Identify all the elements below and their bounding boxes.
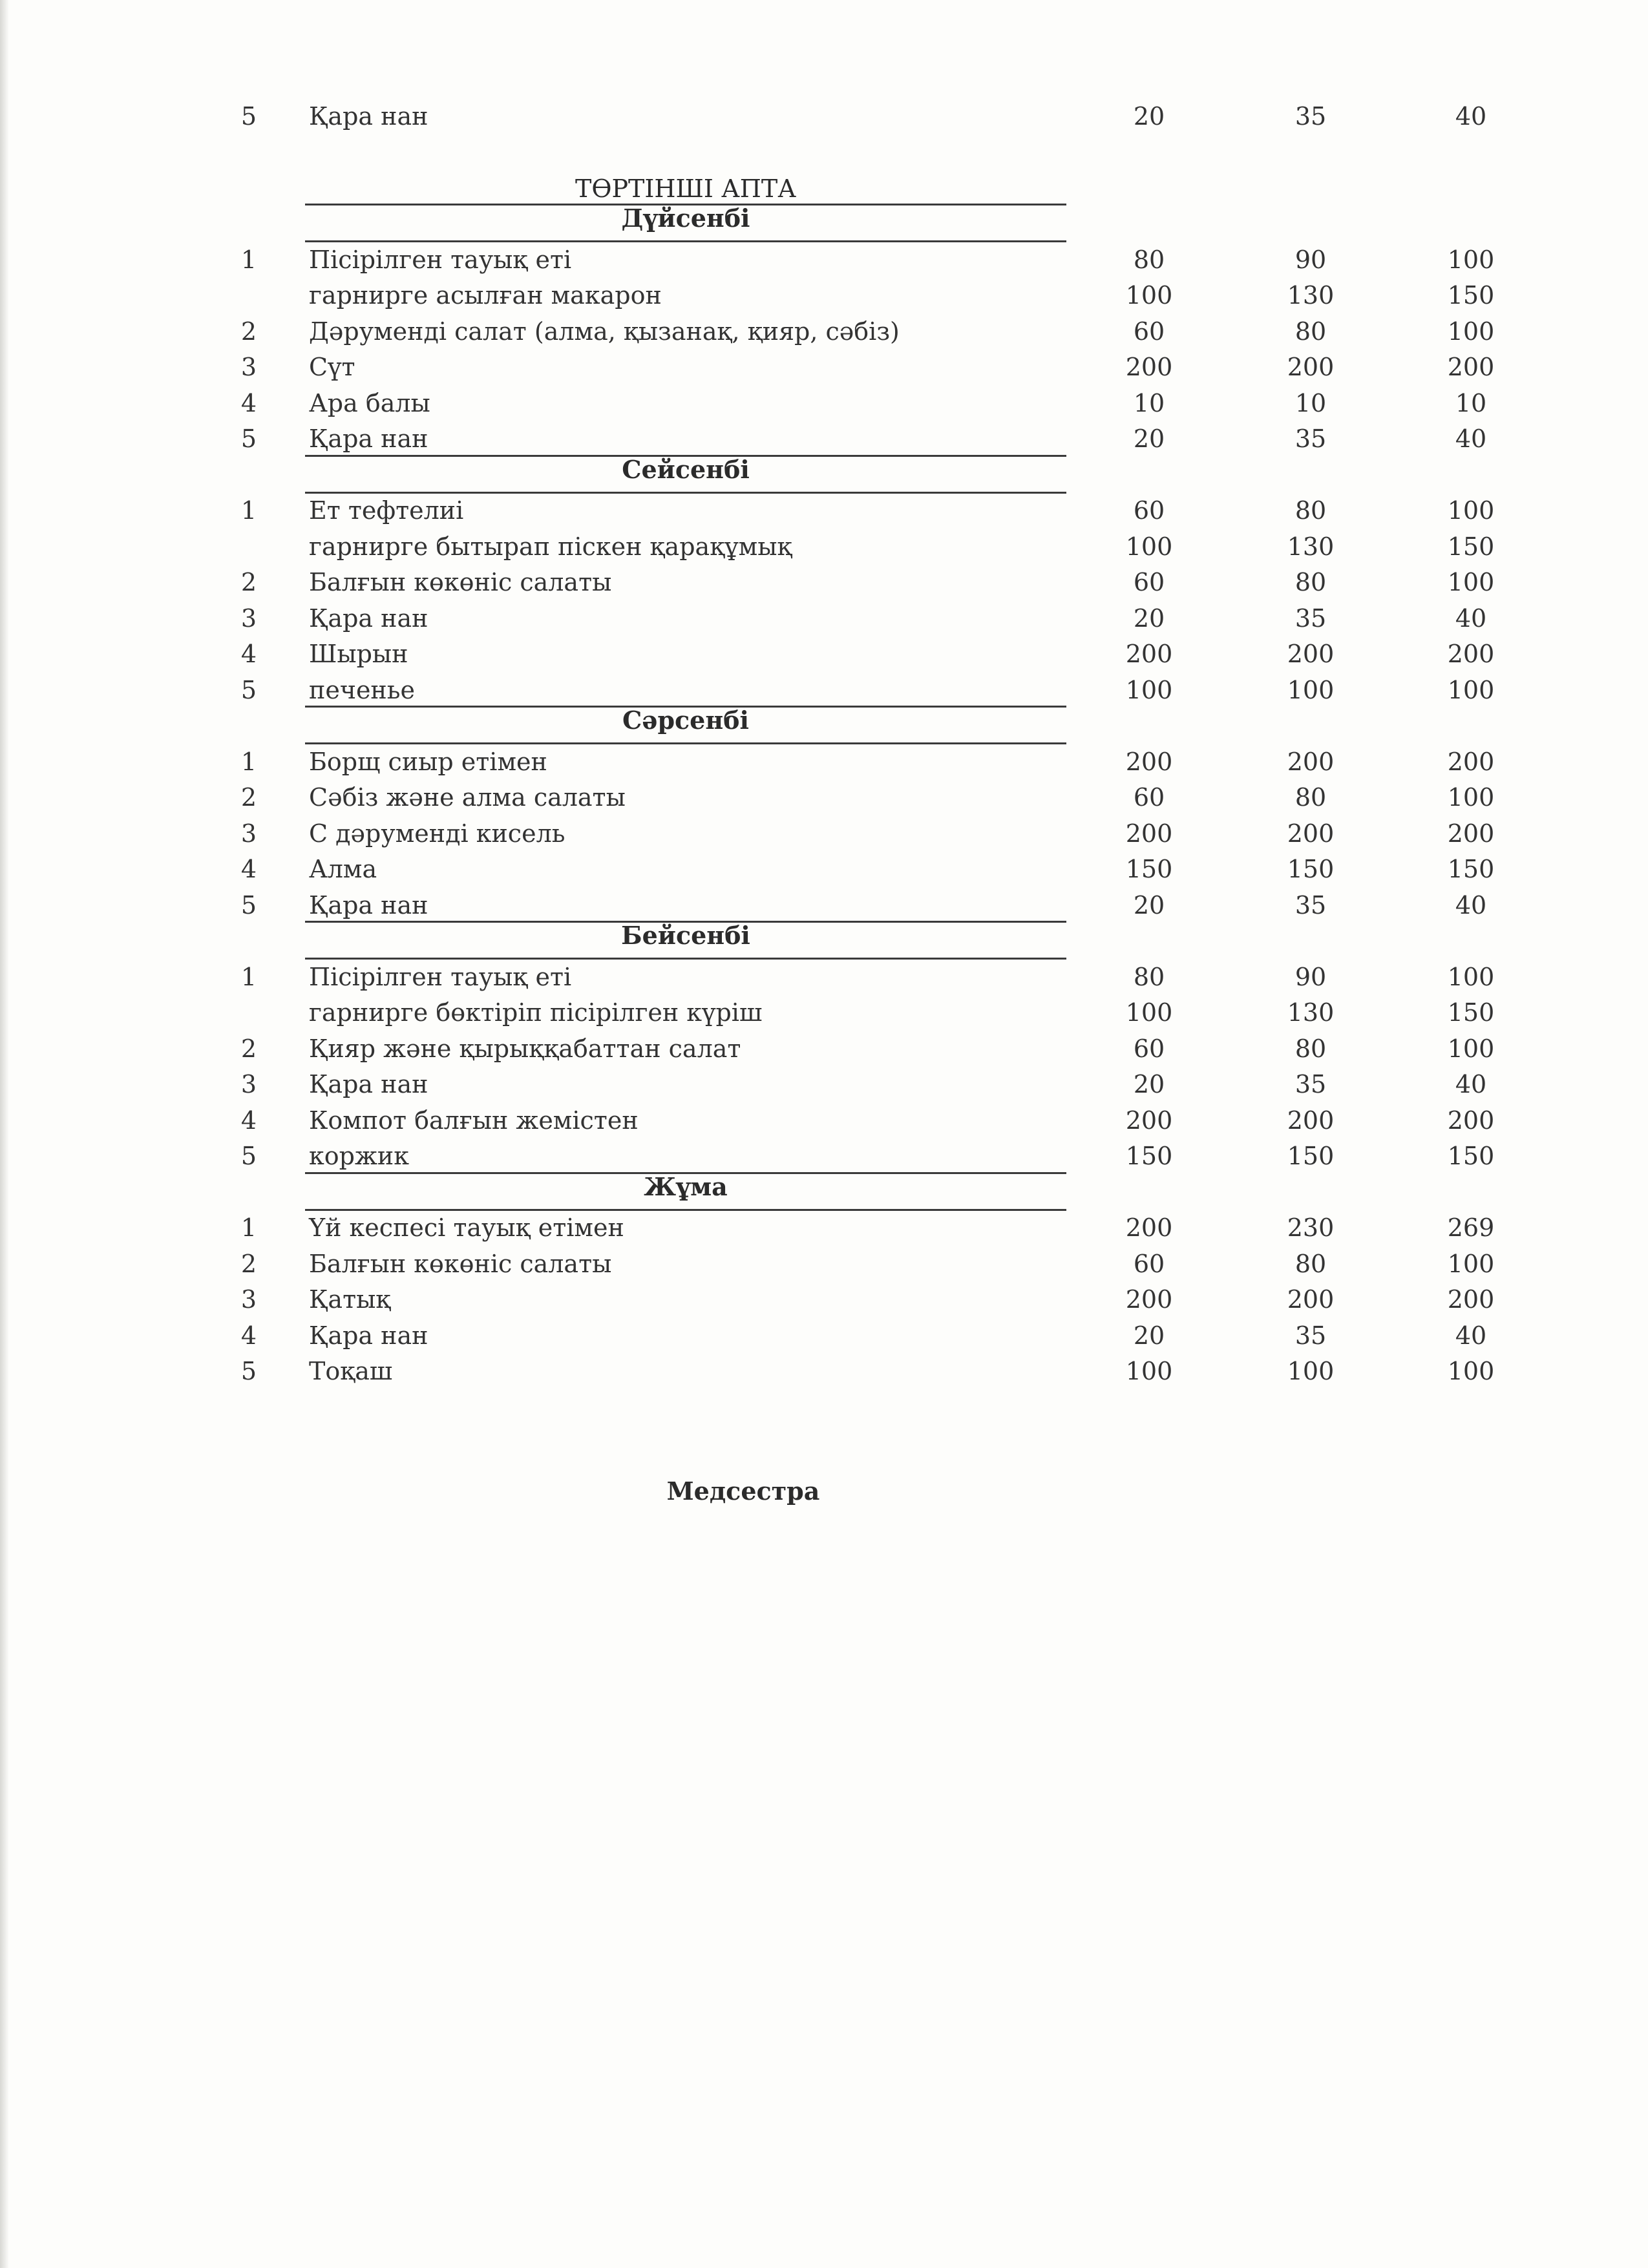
item-number: 1 <box>240 1213 257 1242</box>
portion-col-1: 200 <box>1125 353 1173 381</box>
item-name: Қара нан <box>309 102 428 131</box>
portion-col-1: 200 <box>1125 1285 1173 1314</box>
day-title: Сейсенбі <box>622 454 750 484</box>
portion-col-3: 200 <box>1447 747 1495 776</box>
portion-col-3: 200 <box>1447 819 1495 848</box>
portion-col-2: 200 <box>1287 819 1335 848</box>
menu-row <box>0 600 1648 636</box>
portion-col-3: 150 <box>1447 998 1495 1027</box>
item-number: 4 <box>240 640 257 668</box>
item-number: 3 <box>240 353 257 381</box>
menu-row <box>0 385 1648 421</box>
portion-col-1: 150 <box>1125 1142 1173 1170</box>
menu-row <box>0 744 1648 780</box>
portion-col-2: 100 <box>1287 675 1335 704</box>
item-number: 3 <box>240 604 257 633</box>
portion-col-2: 35 <box>1294 425 1327 453</box>
item-name: Қатық <box>309 1285 391 1314</box>
portion-col-1: 60 <box>1133 317 1165 346</box>
portion-col-1: 80 <box>1133 245 1165 274</box>
portion-col-1: 20 <box>1133 1321 1165 1350</box>
portion-col-2: 80 <box>1294 1249 1327 1278</box>
portion-col-3: 100 <box>1447 1034 1495 1063</box>
portion-col-3: 40 <box>1455 1321 1487 1350</box>
item-name: гарнирге бөктіріп пісірілген күріш <box>309 998 763 1027</box>
item-number: 2 <box>240 1034 257 1063</box>
item-name: Қара нан <box>309 425 428 453</box>
item-number: 1 <box>240 747 257 776</box>
portion-col-3: 40 <box>1455 890 1487 919</box>
portion-col-3: 150 <box>1447 532 1495 561</box>
portion-col-1: 60 <box>1133 1034 1165 1063</box>
item-name: Пісірілген тауық еті <box>309 962 572 991</box>
portion-col-3: 150 <box>1447 281 1495 310</box>
day-title: Дүйсенбі <box>621 204 750 233</box>
portion-col-2: 80 <box>1294 1034 1327 1063</box>
item-name: Қара нан <box>309 1070 428 1098</box>
item-name: Қара нан <box>309 604 428 633</box>
item-number: 5 <box>240 890 257 919</box>
item-number: 4 <box>240 388 257 417</box>
portion-col-2: 35 <box>1294 1321 1327 1350</box>
portion-col-3: 100 <box>1447 962 1495 991</box>
menu-row <box>0 277 1648 313</box>
portion-col-3: 100 <box>1447 1249 1495 1278</box>
portion-col-1: 100 <box>1125 1357 1173 1385</box>
item-number: 2 <box>240 317 257 346</box>
portion-col-2: 200 <box>1287 353 1335 381</box>
item-number: 4 <box>240 1321 257 1350</box>
portion-col-1: 200 <box>1125 819 1173 848</box>
portion-col-3: 200 <box>1447 1285 1495 1314</box>
menu-row <box>0 492 1648 529</box>
portion-col-2: 90 <box>1294 962 1327 991</box>
menu-row <box>0 529 1648 565</box>
item-number: 2 <box>240 1249 257 1278</box>
item-name: Балғын көкөніс салаты <box>309 568 612 596</box>
portion-col-1: 20 <box>1133 890 1165 919</box>
portion-col-3: 40 <box>1455 1070 1487 1098</box>
portion-col-1: 200 <box>1125 640 1173 668</box>
portion-col-2: 130 <box>1287 532 1335 561</box>
item-name: Компот балғын жемістен <box>309 1106 639 1135</box>
portion-col-3: 40 <box>1455 604 1487 633</box>
item-name: Борщ сиыр етімен <box>309 747 547 776</box>
portion-col-1: 60 <box>1133 783 1165 812</box>
menu-row <box>0 1210 1648 1246</box>
portion-col-2: 200 <box>1287 640 1335 668</box>
menu-row <box>0 851 1648 887</box>
portion-col-3: 200 <box>1447 353 1495 381</box>
portion-col-1: 20 <box>1133 102 1165 131</box>
portion-col-3: 200 <box>1447 1106 1495 1135</box>
menu-row <box>0 1246 1648 1282</box>
portion-col-3: 100 <box>1447 783 1495 812</box>
portion-col-3: 10 <box>1455 388 1487 417</box>
portion-col-1: 20 <box>1133 1070 1165 1098</box>
menu-row <box>0 1353 1648 1389</box>
portion-col-1: 100 <box>1125 281 1173 310</box>
item-number: 5 <box>240 675 257 704</box>
portion-col-3: 100 <box>1447 1357 1495 1385</box>
item-name: гарнирге асылған макарон <box>309 281 662 310</box>
item-name: Үй кеспесі тауық етімен <box>309 1213 624 1242</box>
portion-col-2: 200 <box>1287 1106 1335 1135</box>
portion-col-1: 60 <box>1133 496 1165 525</box>
item-name: Балғын көкөніс салаты <box>309 1249 612 1278</box>
portion-col-1: 60 <box>1133 568 1165 596</box>
item-number: 1 <box>240 962 257 991</box>
portion-col-3: 100 <box>1447 675 1495 704</box>
portion-col-2: 80 <box>1294 317 1327 346</box>
item-number: 1 <box>240 496 257 525</box>
menu-row <box>0 349 1648 385</box>
item-name: Тоқаш <box>309 1357 393 1385</box>
menu-row <box>0 1031 1648 1067</box>
portion-col-1: 200 <box>1125 1213 1173 1242</box>
item-number: 4 <box>240 855 257 883</box>
item-number: 4 <box>240 1106 257 1135</box>
menu-row <box>0 636 1648 672</box>
portion-col-2: 130 <box>1287 281 1335 310</box>
portion-col-2: 130 <box>1287 998 1335 1027</box>
portion-col-2: 90 <box>1294 245 1327 274</box>
item-number: 3 <box>240 1285 257 1314</box>
item-number: 5 <box>240 102 257 131</box>
portion-col-2: 35 <box>1294 890 1327 919</box>
portion-col-1: 80 <box>1133 962 1165 991</box>
item-number: 2 <box>240 568 257 596</box>
item-name: Сәбіз және алма салаты <box>309 783 626 812</box>
item-number: 5 <box>240 1357 257 1385</box>
item-name: Ет тефтелиі <box>309 496 464 525</box>
day-title: Сәрсенбі <box>622 706 749 735</box>
item-number: 5 <box>240 425 257 453</box>
portion-col-3: 100 <box>1447 568 1495 596</box>
portion-col-2: 150 <box>1287 855 1335 883</box>
portion-col-3: 100 <box>1447 496 1495 525</box>
item-name: Қияр және қырыққабаттан салат <box>309 1034 741 1063</box>
item-name: гарнирге бытырап піскен қарақұмық <box>309 532 792 561</box>
portion-col-2: 200 <box>1287 747 1335 776</box>
item-number: 2 <box>240 783 257 812</box>
item-number: 1 <box>240 245 257 274</box>
portion-col-1: 150 <box>1125 855 1173 883</box>
item-name: С дәруменді кисель <box>309 819 565 848</box>
portion-col-2: 35 <box>1294 604 1327 633</box>
menu-row <box>0 959 1648 995</box>
item-number: 3 <box>240 819 257 848</box>
portion-col-2: 200 <box>1287 1285 1335 1314</box>
portion-col-1: 100 <box>1125 675 1173 704</box>
menu-row-previous-week <box>0 98 1648 134</box>
portion-col-2: 230 <box>1287 1213 1335 1242</box>
portion-col-1: 10 <box>1133 388 1165 417</box>
item-name: Ара балы <box>309 388 430 417</box>
item-name: Пісірілген тауық еті <box>309 245 572 274</box>
portion-col-1: 60 <box>1133 1249 1165 1278</box>
item-name: Дәруменді салат (алма, қызанақ, қияр, сәбіз) <box>309 317 900 346</box>
portion-col-2: 150 <box>1287 1142 1335 1170</box>
menu-row <box>0 1066 1648 1102</box>
portion-col-3: 150 <box>1447 1142 1495 1170</box>
portion-col-1: 100 <box>1125 532 1173 561</box>
item-name: Қара нан <box>309 1321 428 1350</box>
item-name: Алма <box>309 855 377 883</box>
portion-col-2: 80 <box>1294 496 1327 525</box>
item-name: коржик <box>309 1142 409 1170</box>
portion-col-3: 200 <box>1447 640 1495 668</box>
item-number: 3 <box>240 1070 257 1098</box>
menu-row <box>0 564 1648 600</box>
menu-row <box>0 994 1648 1031</box>
portion-col-1: 20 <box>1133 604 1165 633</box>
portion-col-1: 200 <box>1125 1106 1173 1135</box>
portion-col-3: 100 <box>1447 245 1495 274</box>
portion-col-3: 40 <box>1455 425 1487 453</box>
portion-col-3: 150 <box>1447 855 1495 883</box>
menu-row <box>0 779 1648 815</box>
portion-col-3: 100 <box>1447 317 1495 346</box>
portion-col-3: 269 <box>1447 1213 1495 1242</box>
portion-col-1: 100 <box>1125 998 1173 1027</box>
portion-col-2: 35 <box>1294 102 1327 131</box>
menu-row <box>0 1318 1648 1354</box>
item-name: Сүт <box>309 353 355 381</box>
portion-col-2: 35 <box>1294 1070 1327 1098</box>
portion-col-1: 200 <box>1125 747 1173 776</box>
portion-col-2: 10 <box>1294 388 1327 417</box>
portion-col-2: 100 <box>1287 1357 1335 1385</box>
menu-row <box>0 313 1648 350</box>
item-name: Қара нан <box>309 890 428 919</box>
portion-col-2: 80 <box>1294 568 1327 596</box>
day-title: Жұма <box>644 1171 728 1201</box>
menu-row <box>0 242 1648 278</box>
menu-row <box>0 1102 1648 1139</box>
portion-col-1: 20 <box>1133 425 1165 453</box>
item-name: Шырын <box>309 640 408 668</box>
signature-label: Медсестра <box>666 1476 820 1506</box>
portion-col-2: 80 <box>1294 783 1327 812</box>
day-title: Бейсенбі <box>621 921 750 950</box>
menu-row <box>0 1281 1648 1318</box>
portion-col-3: 40 <box>1455 102 1487 131</box>
item-number: 5 <box>240 1142 257 1170</box>
menu-row <box>0 815 1648 852</box>
week-title: ТӨРТІНШІ АПТА <box>575 174 797 203</box>
item-name: печенье <box>309 675 415 704</box>
